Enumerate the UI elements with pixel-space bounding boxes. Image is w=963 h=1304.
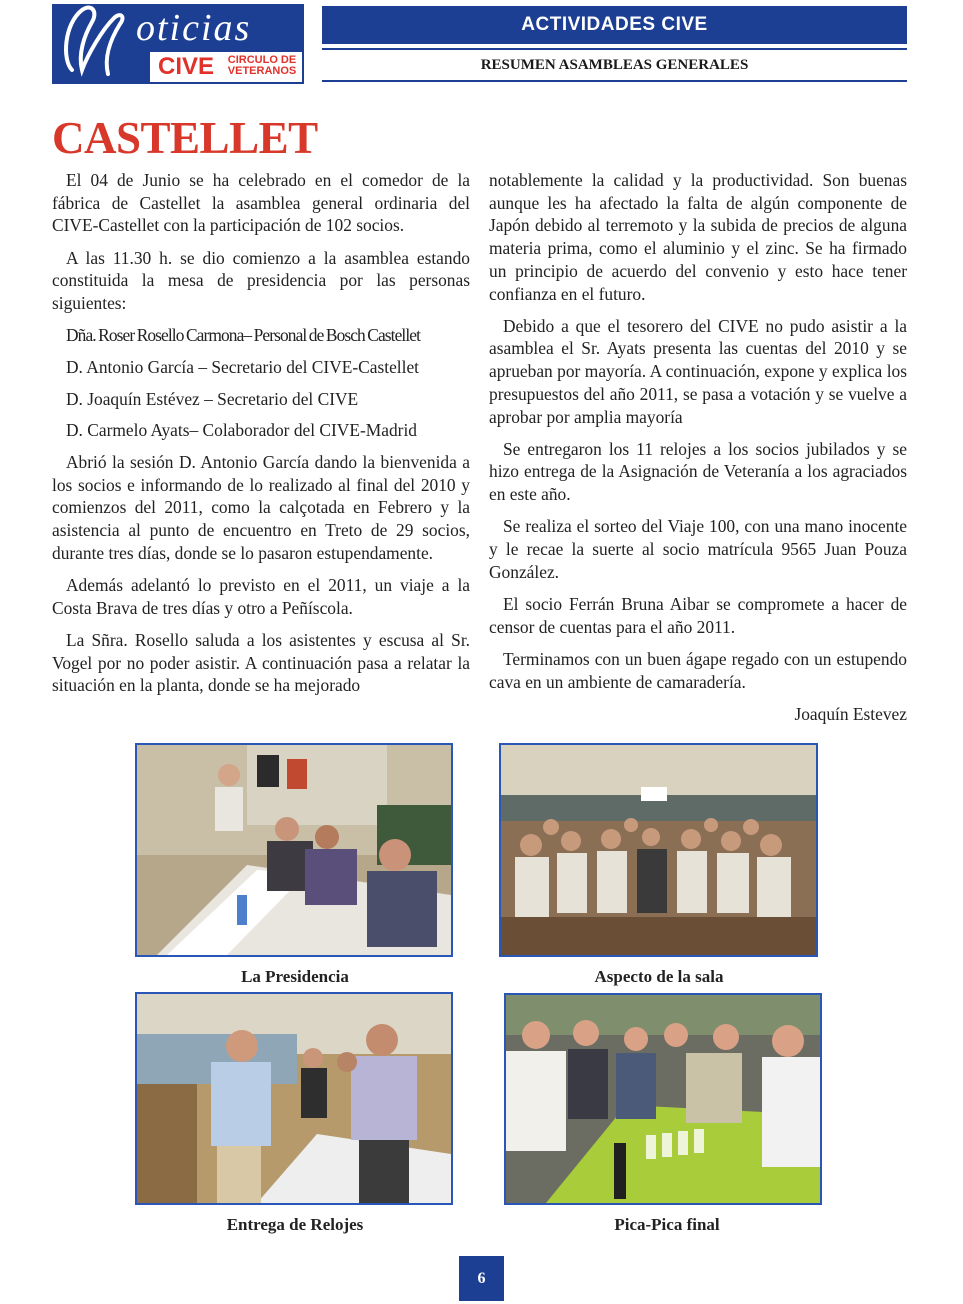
paragraph: Abrió la sesión D. Antonio García dando la bienvenida a los socios e informando de lo realizado al final del 2010 y comienzos del 2011, como la calçotada en Febrero y la asistencia al punto de encuentro en Treto de 29 socios, durante tres días, donde se lo pasaron estupendamente. xyxy=(52,452,470,563)
paragraph: El socio Ferrán Bruna Aibar se compromete a hacer de censor de cuentas para el año 2011. xyxy=(489,593,907,637)
header-rule-top xyxy=(322,48,907,50)
paragraph: A las 11.30 h. se dio comienzo a la asamblea estando constituida la mesa de presidencia por las personas siguientes: xyxy=(52,247,470,314)
photo-presidencia xyxy=(135,743,453,957)
logo-sub-line-1: CIRCULO DE xyxy=(227,54,297,66)
board-member: Dña. Roser Rosello Carmona– Personal de Bosch Castellet xyxy=(66,325,421,346)
photo-pica-pica xyxy=(504,993,822,1205)
board-member: D. Carmelo Ayats– Colaborador del CIVE-Madrid xyxy=(66,420,417,441)
article-column-right xyxy=(489,169,907,735)
logo-cive: CIVE xyxy=(158,53,215,80)
page-number: 6 xyxy=(459,1256,504,1301)
paragraph: Además adelantó lo previsto en el 2011, un viaje a la Costa Brava de tres días y otro a Peñíscola. xyxy=(52,575,470,618)
masthead-logo xyxy=(52,4,304,84)
article-title: CASTELLET xyxy=(52,113,318,163)
logo-n-icon xyxy=(58,0,128,86)
author-signature: Joaquín Estevez xyxy=(794,703,907,724)
photo-caption: Aspecto de la sala xyxy=(594,967,724,986)
logo-word: oticias xyxy=(136,7,252,49)
paragraph: notablemente la calidad y la productividad. Son buenas aunque les ha afectado la falta de algún componente de Japón debido al terremoto y la subida de precios de alguna materia prima, como el aluminio y el zinc. Se ha firmado un principio de acuerdo del convenio y esto hace tener confianza en el futuro. xyxy=(489,170,907,304)
photo-caption: La Presidencia xyxy=(241,967,349,986)
photo-caption: Entrega de Relojes xyxy=(226,1215,364,1234)
photo-caption: Pica-Pica final xyxy=(614,1215,720,1234)
logo-cive-box xyxy=(150,52,302,82)
article-column-left xyxy=(52,169,470,707)
board-member: D. Joaquín Estévez – Secretario del CIVE xyxy=(66,388,359,409)
paragraph: La Sñra. Rosello saluda a los asistentes y escusa al Sr. Vogel por no poder asistir. A continuación pasa a relatar la situación en la planta, donde se ha mejorado xyxy=(52,629,470,696)
paragraph: Terminamos con un buen ágape regado con un estupendo cava en un ambiente de camaradería. xyxy=(489,648,907,692)
board-member: D. Antonio García – Secretario del CIVE-Castellet xyxy=(66,356,420,377)
photo-relojes xyxy=(135,992,453,1205)
header-rule-bottom xyxy=(322,80,907,82)
paragraph: Debido a que el tesorero del CIVE no pudo asistir a la asamblea el Sr. Ayats presenta las cuentas del 2010 y se aprueban por mayoría. A continuación, expone y explica los presupuestos del año 2011, se pasa a votación y se vuelve a aprobar por amplia mayoría xyxy=(489,315,907,427)
paragraph: Se entregaron los 11 relojes a los socios jubilados y se hizo entrega de la Asignación de Veteranía a los agraciados en este año. xyxy=(489,438,907,505)
logo-sub-line-2: VETERANOS xyxy=(227,65,297,77)
logo-subtitle xyxy=(222,55,302,77)
paragraph: Se realiza el sorteo del Viaje 100, con una mano inocente y le recae la suerte al socio matrícula 9565 Juan Pouza González. xyxy=(489,516,907,582)
paragraph: El 04 de Junio se ha celebrado en el comedor de la fábrica de Castellet la asamblea general ordinaria del CIVE-Castellet con la participación de 102 socios. xyxy=(52,170,470,236)
section-subtitle: RESUMEN ASAMBLEAS GENERALES xyxy=(480,57,749,73)
photo-sala xyxy=(499,743,818,957)
section-title: ACTIVIDADES CIVE xyxy=(322,6,907,44)
